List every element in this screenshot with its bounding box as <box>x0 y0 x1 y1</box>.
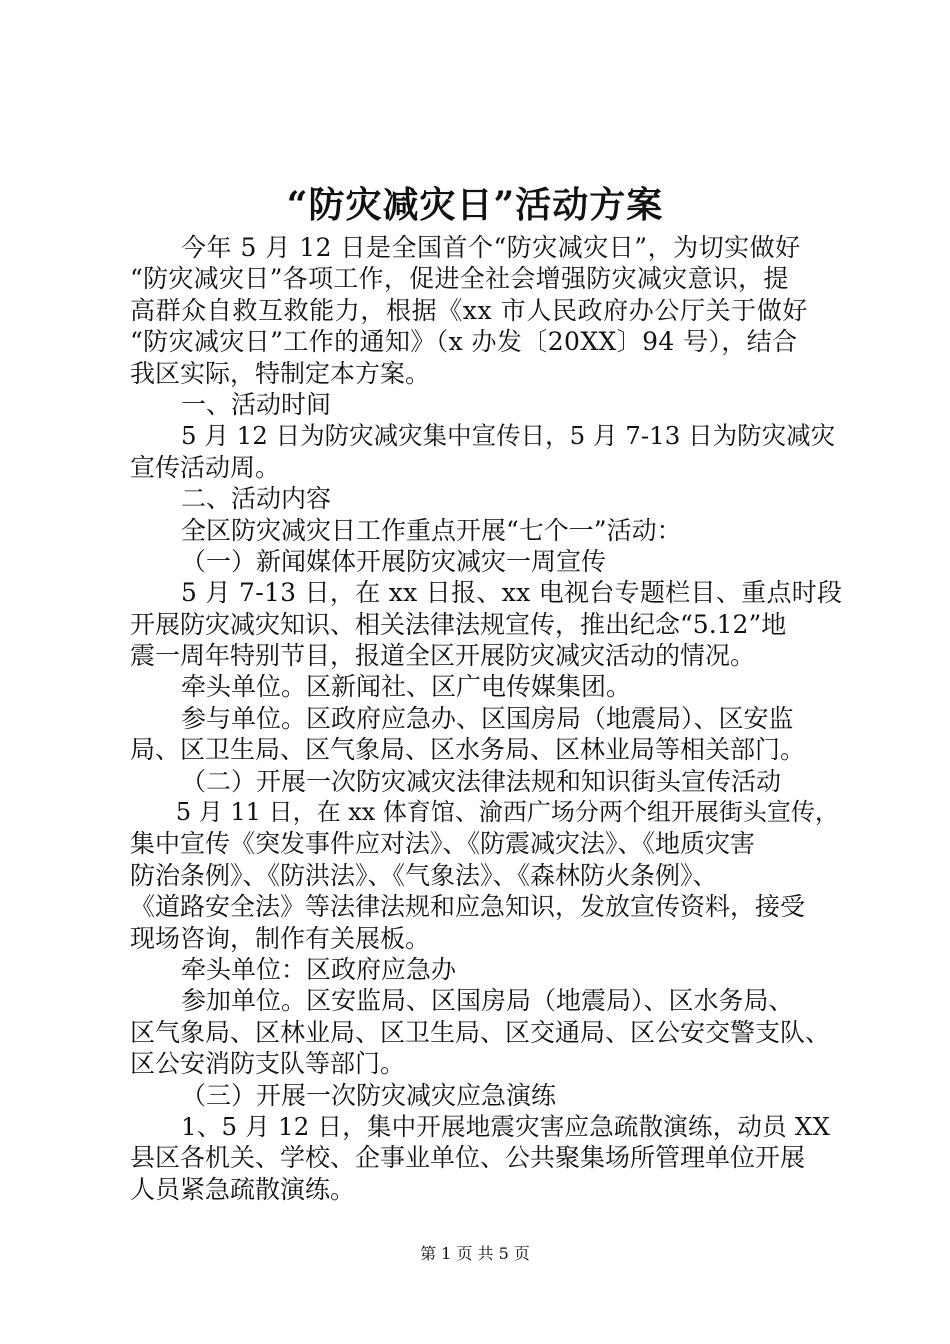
paragraph-line: 5 月 11 日，在 xx 体育馆、渝西广场分两个组开展街头宣传， <box>175 798 839 827</box>
document-body <box>130 232 843 1205</box>
paragraph-line: “防灾减灾日”工作的通知》（x 办发〔20XX〕94 号），结合 <box>130 327 798 357</box>
paragraph-line: 5 月 12 日为防灾减灾集中宣传日，5 月 7-13 日为防灾减灾 <box>181 421 836 451</box>
paragraph-line: 集中宣传《突发事件应对法》、《防震减灾法》、《地质灾害 <box>130 829 756 859</box>
paragraph-line: 区公安消防支队等部门。 <box>130 1049 406 1079</box>
paragraph-line: 我区实际，特制定本方案。 <box>130 358 431 388</box>
paragraph-line: “防灾减灾日”各项工作，促进全社会增强防灾减灾意识，提 <box>130 264 789 294</box>
paragraph-line: 高群众自救互救能力，根据《xx 市人民政府办公厅关于做好 <box>130 295 808 325</box>
paragraph-line: 防治条例》、《防洪法》、《气象法》、《森林防火条例》、 <box>130 860 718 890</box>
paragraph-line: 参与单位。区政府应急办、区国房局（地震局）、区安监 <box>181 703 794 733</box>
paragraph-line: 1、5 月 12 日，集中开展地震灾害应急疏散演练，动员 XX <box>181 1111 831 1141</box>
paragraph-line: （三）开展一次防灾减灾应急演练 <box>181 1080 557 1110</box>
paragraph-line: 县区各机关、学校、企事业单位、公共聚集场所管理单位开展 <box>130 1143 806 1173</box>
paragraph-line: 开展防灾减灾知识、相关法律法规宣传，推出纪念“5.12”地 <box>130 609 787 639</box>
paragraph-line: 参加单位。区安监局、区国房局（地震局）、区水务局、 <box>181 986 794 1016</box>
paragraph-line: （一）新闻媒体开展防灾减灾一周宣传 <box>181 546 607 576</box>
paragraph-line: 震一周年特别节目，报道全区开展防灾减灾活动的情况。 <box>130 641 756 671</box>
paragraph-line: 一、活动时间 <box>181 389 332 419</box>
paragraph-line: 二、活动内容 <box>181 484 332 514</box>
paragraph-line: 区气象局、区林业局、区卫生局、区交通局、区公安交警支队、 <box>130 1017 831 1047</box>
paragraph-line: 人员紧急疏散演练。 <box>130 1174 356 1204</box>
paragraph-line: 局、区卫生局、区气象局、区水务局、区林业局等相关部门。 <box>130 735 806 765</box>
paragraph-line: 今年 5 月 12 日是全国首个“防灾减灾日”，为切实做好 <box>181 233 801 262</box>
document-title: “防灾减灾日”活动方案 <box>286 184 664 226</box>
page-footer: 第 1 页 共 5 页 <box>420 1244 530 1263</box>
paragraph-line: 全区防灾减灾日工作重点开展“七个一”活动： <box>181 515 682 545</box>
paragraph-line: 宣传活动周。 <box>130 452 281 482</box>
paragraph-line: 牵头单位：区政府应急办 <box>181 954 457 984</box>
paragraph-line: （二）开展一次防灾减灾法律法规和知识街头宣传活动 <box>181 766 782 796</box>
paragraph-line: 《道路安全法》等法律法规和应急知识，发放宣传资料，接受 <box>130 892 806 922</box>
paragraph-line: 现场咨询，制作有关展板。 <box>130 923 431 953</box>
paragraph-line: 牵头单位。区新闻社、区广电传媒集团。 <box>181 672 632 702</box>
paragraph-line: 5 月 7-13 日，在 xx 日报、xx 电视台专题栏目、重点时段 <box>181 578 843 608</box>
